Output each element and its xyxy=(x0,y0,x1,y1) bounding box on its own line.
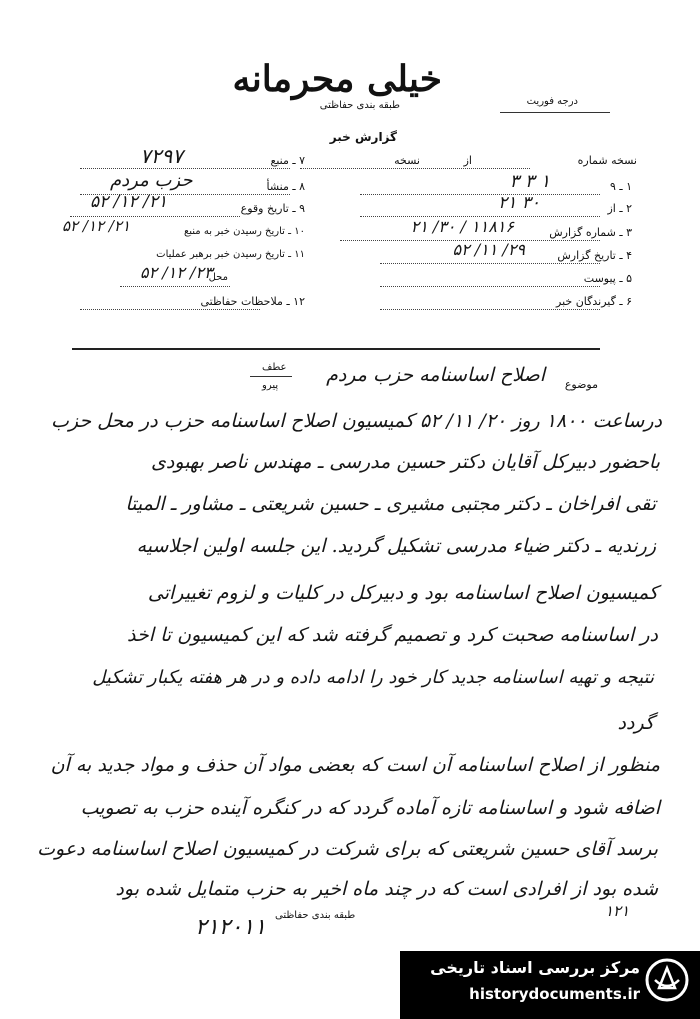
field-7-value: ۷۲۹۷ xyxy=(140,144,183,168)
field-1-label: ۱ ـ ۹ xyxy=(609,180,632,193)
body-line: تقی افراخان ـ دکتر مجتبی مشیری ـ حسین شریعتی ـ مشاور ـ المیتا xyxy=(125,493,656,515)
body-line: برسد آقای حسین شریعتی که برای شرکت در کمیسیون اصلاح اساسنامه دعوت xyxy=(37,838,658,860)
field-9-value: ۲۱/ ۱۲/ ۵۲ xyxy=(90,192,168,212)
field-copy-number-label: نسخه شماره xyxy=(577,154,637,167)
margin-number: ۱۲۱ xyxy=(605,902,630,920)
field-4-label: ۴ ـ تاریخ گزارش xyxy=(557,249,632,262)
urgency-label: درجه فوریت xyxy=(526,96,578,107)
field-2-label: ۲ ـ از xyxy=(607,202,632,215)
field-copy-end-label: نسخه xyxy=(394,154,420,167)
report-title: گزارش خبر xyxy=(329,130,397,144)
field-6-label: ۶ ـ گیرندگان خبر xyxy=(556,295,632,308)
bottom-classification-label: طبقه بندی حفاظتی xyxy=(275,910,356,921)
urgency-underline xyxy=(500,112,610,113)
subject-value: اصلاح اساسنامه حزب مردم xyxy=(326,364,545,386)
field-3-value: ۱۱۸۱۶ / ۳۰/ ۲۱ xyxy=(410,217,514,236)
body-line: نتیجه و تهیه اساسنامه جدید کار خود را ادامه داده و در هر هفته یکبار تشکیل xyxy=(92,667,654,688)
body-line: اضافه شود و اساسنامه تازه آماده گردد که در کنگره آینده حزب به تصویب xyxy=(80,797,660,819)
archive-number: ۲۱۲۰۱۱ xyxy=(195,915,266,940)
field-copy-from-label: از xyxy=(463,154,472,167)
field-8-value: حزب مردم xyxy=(110,170,193,191)
body-line: زرندیه ـ دکتر ضیاء مدرسی تشکیل گردید. این جلسه اولین اجلاسیه xyxy=(136,535,656,557)
body-line: باحضور دبیرکل آقایان دکتر حسین مدرسی ـ مهندس ناصر بهبودی xyxy=(151,451,660,473)
body-line: گردد xyxy=(617,712,654,734)
subject-label: موضوع xyxy=(564,378,598,391)
field-1-value: ۱ ۳ ۳ xyxy=(509,171,550,192)
ref-bottom-label: پیرو xyxy=(262,380,279,391)
ref-top-label: عطف xyxy=(262,362,287,373)
watermark-title: مرکز بررسی اسناد تاریخی xyxy=(430,958,640,977)
body-line: منظور از اصلاح اساسنامه آن است که بعضی مواد آن حذف و مواد جدید به آن xyxy=(50,754,660,776)
field-11-label: ۱۱ ـ تاریخ رسیدن خبر برهبر عملیات xyxy=(156,249,305,260)
field-8-label: ۸ ـ منشأ xyxy=(266,180,305,193)
archive-logo-icon xyxy=(645,958,689,1002)
field-3-label: ۳ ـ شماره گزارش xyxy=(549,226,632,239)
classification-label: طبقه بندی حفاظتی xyxy=(319,100,400,111)
header-divider xyxy=(72,348,600,350)
field-7-label: ۷ ـ منبع xyxy=(270,154,305,167)
field-5-label: ۵ ـ پیوست xyxy=(583,272,632,285)
classification-stamp: خیلی محرمانه xyxy=(232,58,442,100)
body-line: شده بود از افرادی است که در چند ماه اخیر به حزب متمایل شده بود xyxy=(115,878,658,900)
body-line: در اساسنامه صحبت کرد و تصمیم گرفته شد که این کمیسیون تا اخذ xyxy=(127,624,658,646)
field-10-value: ۲۱/ ۱۲/ ۵۲ xyxy=(62,217,131,235)
field-12-label: ۱۲ ـ ملاحظات حفاظتی xyxy=(200,295,305,308)
field-location-value: ۲۳/ ۱۲/ ۵۲ xyxy=(140,263,213,282)
field-location-label: محل xyxy=(208,272,228,283)
field-4-value: ۲۹/ ۱۱/ ۵۲ xyxy=(452,240,525,259)
field-2-value: ۳۰ ۲۱ xyxy=(498,193,540,213)
field-10-label: ۱۰ ـ تاریخ رسیدن خبر به منبع xyxy=(183,226,305,237)
body-line: درساعت ۱۸۰۰ روز ۲۰/ ۱۱/ ۵۲ کمیسیون اصلاح اساسنامه حزب در محل حزب xyxy=(51,410,662,432)
body-line: کمیسیون اصلاح اساسنامه بود و دبیرکل در کلیات و لزوم تغییراتی xyxy=(147,582,658,604)
field-9-label: ۹ ـ تاریخ وقوع xyxy=(240,202,305,215)
watermark-url: historydocuments.ir xyxy=(469,985,640,1003)
